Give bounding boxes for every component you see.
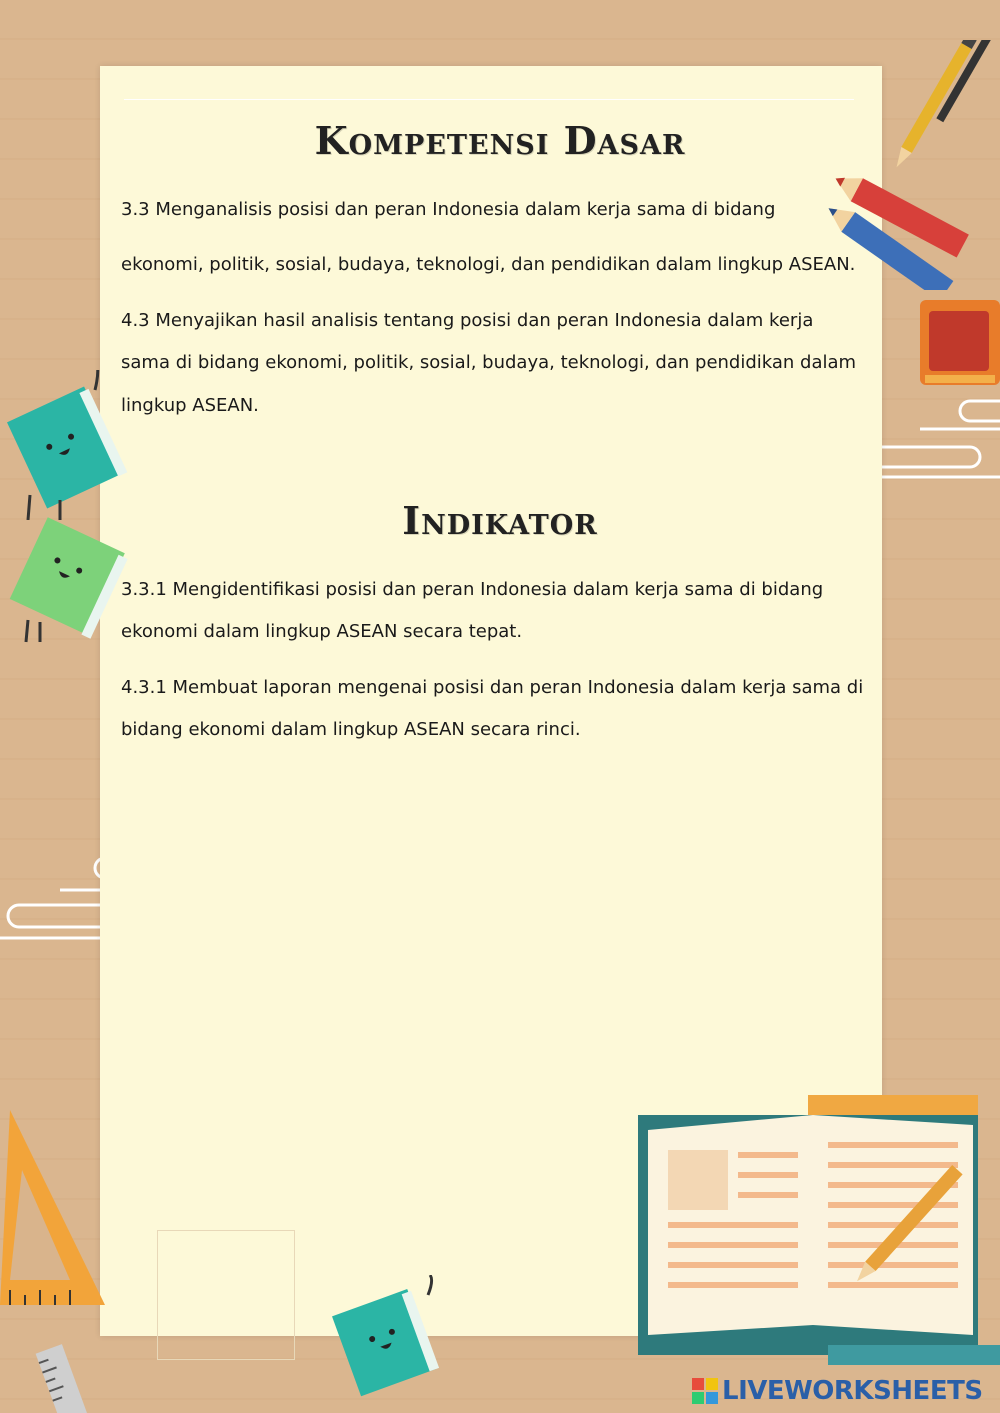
kd-3-3-line-1: 3.3 Menganalisis posisi dan peran Indonesia dalam kerja sama di bidang	[121, 199, 776, 220]
kd-3-3-line-2: ekonomi, politik, sosial, budaya, teknologi, dan pendidikan dalam lingkup ASEAN.	[121, 254, 856, 275]
liveworksheets-brand-text: LIVEWORKSHEETS	[722, 1376, 983, 1406]
paper-rule	[124, 99, 854, 100]
pencils-icon	[820, 40, 1000, 290]
ind-3-3-1-line-1: 3.3.1 Mengidentifikasi posisi dan peran Indonesia dalam kerja sama di bidang	[121, 579, 824, 600]
kd-4-3-line-2: sama di bidang ekonomi, politik, sosial, budaya, teknologi, dan pendidikan dalam	[121, 352, 857, 373]
placeholder-frame	[157, 1230, 295, 1360]
ind-4-3-1-line-1: 4.3.1 Membuat laporan mengenai posisi dan peran Indonesia dalam kerja sama di	[121, 677, 864, 698]
liveworksheets-logo[interactable]	[692, 1374, 992, 1408]
kd-4-3-line-1: 4.3 Menyajikan hasil analisis tentang posisi dan peran Indonesia dalam kerja	[121, 310, 814, 331]
orange-box-icon	[915, 295, 1000, 390]
ind-3-3-1-line-2: ekonomi dalam lingkup ASEAN secara tepat.	[121, 621, 523, 642]
book-character-bottom-icon	[330, 1275, 440, 1413]
triangle-ruler-icon	[0, 1110, 110, 1310]
kd-4-3-line-3: lingkup ASEAN.	[121, 395, 259, 416]
ruler-icon	[30, 1340, 100, 1413]
indikator-title: Indikator	[402, 498, 598, 543]
ind-4-3-1-line-2: bidang ekonomi dalam lingkup ASEAN secara rinci.	[121, 719, 581, 740]
liveworksheets-mark-icon	[692, 1378, 718, 1404]
kompetensi-dasar-title: Kompetensi Dasar	[314, 118, 686, 163]
open-book-icon	[628, 1095, 1000, 1385]
